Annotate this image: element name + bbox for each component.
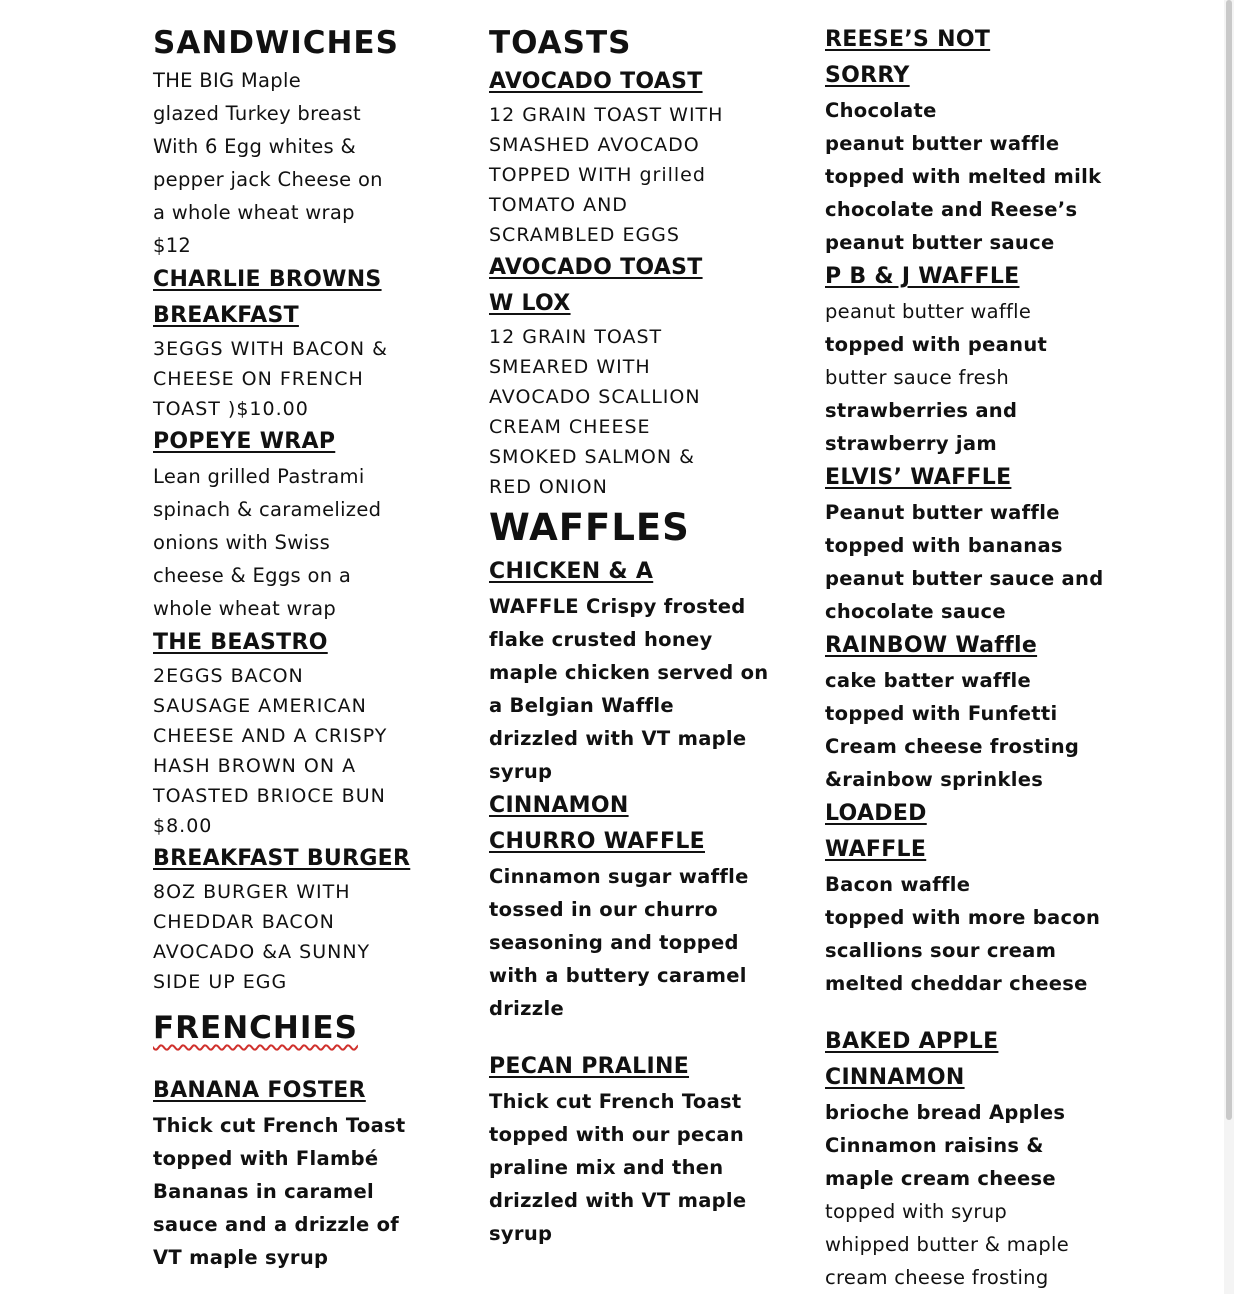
spacer	[489, 1025, 774, 1049]
line-text: WAFFLE	[825, 837, 927, 862]
line-text: REESE’S NOT	[825, 27, 991, 52]
line-text: TOASTS	[489, 25, 632, 61]
menu-text-line	[153, 661, 428, 691]
line-text: Chocolate	[825, 99, 937, 122]
line-text: WAFFLE Crispy frosted	[489, 595, 746, 618]
line-text: seasoning and topped	[489, 931, 739, 954]
menu-text-line	[825, 934, 1110, 967]
menu-text-line	[489, 1184, 774, 1217]
menu-text-line	[489, 893, 774, 926]
menu-text-line	[825, 868, 1110, 901]
line-text: W LOX	[489, 291, 571, 316]
line-text: butter sauce fresh	[825, 366, 1009, 389]
menu-text-line	[825, 193, 1110, 226]
menu-text-line	[825, 1261, 1110, 1294]
line-text: syrup	[489, 760, 553, 783]
menu-text-line	[153, 751, 428, 781]
menu-text-line	[489, 100, 774, 130]
menu-text-line	[153, 526, 428, 559]
menu-heading	[825, 460, 1110, 496]
scrollbar-thumb[interactable]	[1226, 0, 1232, 1120]
line-text: topped with peanut	[825, 333, 1048, 356]
line-text: SIDE UP EGG	[153, 971, 288, 993]
line-text: chocolate and Reese’s	[825, 198, 1078, 221]
line-text: scallions sour cream	[825, 939, 1057, 962]
line-text: peanut butter sauce	[825, 231, 1055, 254]
line-text: SAUSAGE AMERICAN	[153, 695, 367, 717]
line-text: RED ONION	[489, 476, 608, 498]
line-text: brioche bread Apples	[825, 1101, 1066, 1124]
menu-text-line	[489, 382, 774, 412]
menu-text-line	[825, 295, 1110, 328]
menu-text-line	[825, 730, 1110, 763]
menu-heading	[489, 250, 774, 286]
menu-text-line	[489, 860, 774, 893]
menu-text-line	[489, 412, 774, 442]
menu-heading	[489, 502, 774, 554]
line-text: flake crusted honey	[489, 628, 713, 651]
spacer	[825, 1000, 1110, 1024]
menu-heading	[153, 1073, 428, 1109]
menu-text-line	[489, 656, 774, 689]
menu-heading	[489, 286, 774, 322]
menu-heading	[489, 64, 774, 100]
menu-text-line	[825, 1228, 1110, 1261]
menu-text-line	[825, 94, 1110, 127]
line-text: Cream cheese frosting	[825, 735, 1080, 758]
menu-text-line	[825, 496, 1110, 529]
menu-text-line	[489, 755, 774, 788]
line-text: AVOCADO &A SUNNY	[153, 941, 371, 963]
menu-text-line	[489, 689, 774, 722]
line-text: a Belgian Waffle	[489, 694, 674, 717]
line-text: CHEESE ON FRENCH	[153, 368, 364, 390]
line-text: pepper jack Cheese on	[153, 168, 383, 191]
menu-heading	[153, 22, 428, 64]
menu-text-line	[825, 361, 1110, 394]
line-text: CHURRO WAFFLE	[489, 829, 705, 854]
line-text: CHARLIE BROWNS	[153, 267, 382, 292]
menu-text-line	[153, 781, 428, 811]
menu-text-line	[825, 967, 1110, 1000]
menu-text-line	[153, 691, 428, 721]
menu-text-line	[825, 1096, 1110, 1129]
menu-heading	[153, 841, 428, 877]
line-text: Bananas in caramel	[153, 1180, 374, 1203]
line-text: tossed in our churro	[489, 898, 718, 921]
line-text: cheese & Eggs on a	[153, 564, 352, 587]
line-text: topped with syrup	[825, 1200, 1008, 1223]
line-text: SMOKED SALMON &	[489, 446, 695, 468]
line-text: drizzle	[489, 997, 564, 1020]
menu-text-line	[489, 722, 774, 755]
line-text: TOAST )$10.00	[153, 398, 309, 420]
menu-text-line	[489, 442, 774, 472]
menu-text-line	[825, 328, 1110, 361]
line-text: maple cream cheese	[825, 1167, 1056, 1190]
line-text: topped with melted milk	[825, 165, 1102, 188]
menu-text-line	[153, 394, 428, 424]
menu-heading	[825, 58, 1110, 94]
menu-text-line	[489, 623, 774, 656]
menu-heading	[153, 298, 428, 334]
menu-text-line	[489, 1151, 774, 1184]
line-text: 8OZ BURGER WITH	[153, 881, 351, 903]
menu-text-line	[825, 697, 1110, 730]
menu-heading	[825, 1024, 1110, 1060]
line-text: With 6 Egg whites &	[153, 135, 356, 158]
menu-column-1	[153, 22, 428, 1274]
menu-text-line	[153, 64, 428, 97]
line-text: AVOCADO SCALLION	[489, 386, 701, 408]
line-text: CHICKEN & A	[489, 559, 654, 584]
menu-heading	[489, 1049, 774, 1085]
menu-text-line	[153, 592, 428, 625]
menu-heading	[825, 22, 1110, 58]
menu-text-line	[153, 334, 428, 364]
menu-text-line	[153, 229, 428, 262]
line-text: drizzled with VT maple	[489, 727, 747, 750]
menu-text-line	[153, 163, 428, 196]
line-text: P B & J WAFFLE	[825, 264, 1020, 289]
line-text: whipped butter & maple	[825, 1233, 1070, 1256]
menu-text-line	[489, 926, 774, 959]
menu-text-line	[153, 937, 428, 967]
line-text: RAINBOW Waffle	[825, 633, 1038, 658]
menu-text-line	[153, 130, 428, 163]
menu-heading	[489, 824, 774, 860]
menu-text-line	[825, 529, 1110, 562]
line-text: Bacon waffle	[825, 873, 971, 896]
menu-heading	[489, 22, 774, 64]
menu-text-line	[489, 352, 774, 382]
line-text: SORRY	[825, 63, 910, 88]
spacer	[153, 997, 428, 1007]
menu-heading	[825, 259, 1110, 295]
line-text: PECAN PRALINE	[489, 1054, 690, 1079]
line-text: 12 GRAIN TOAST	[489, 326, 663, 348]
menu-text-line	[489, 220, 774, 250]
line-text: AVOCADO TOAST	[489, 69, 703, 94]
menu-heading	[153, 625, 428, 661]
line-text: CINNAMON	[825, 1065, 965, 1090]
menu-text-line	[153, 967, 428, 997]
line-text: cream cheese frosting	[825, 1266, 1049, 1289]
menu-column-2	[489, 22, 774, 1250]
menu-text-line	[825, 1162, 1110, 1195]
line-text: WAFFLES	[489, 506, 690, 549]
menu-text-line	[489, 1217, 774, 1250]
menu-text-line	[825, 127, 1110, 160]
line-text: BREAKFAST	[153, 303, 299, 328]
menu-heading	[489, 788, 774, 824]
menu-text-line	[153, 907, 428, 937]
line-text: strawberries and	[825, 399, 1018, 422]
menu-text-line	[825, 160, 1110, 193]
line-text: $12	[153, 234, 192, 257]
line-text: peanut butter waffle	[825, 132, 1060, 155]
line-text: ELVIS’ WAFFLE	[825, 465, 1012, 490]
line-text: cake batter waffle	[825, 669, 1032, 692]
menu-heading	[153, 424, 428, 460]
line-text: Thick cut French Toast	[489, 1090, 742, 1113]
menu-text-line	[489, 1118, 774, 1151]
line-text: onions with Swiss	[153, 531, 331, 554]
line-text: SANDWICHES	[153, 25, 399, 61]
menu-heading	[153, 1007, 428, 1049]
line-text: strawberry jam	[825, 432, 997, 455]
menu-text-line	[825, 1129, 1110, 1162]
menu-text-line	[489, 590, 774, 623]
menu-text-line	[153, 1109, 428, 1142]
menu-text-line	[153, 721, 428, 751]
line-text: $8.00	[153, 815, 213, 837]
menu-text-line	[153, 1208, 428, 1241]
line-text: 3EGGS WITH BACON &	[153, 338, 388, 360]
menu-heading	[825, 628, 1110, 664]
line-text: maple chicken served on	[489, 661, 769, 684]
line-text: LOADED	[825, 801, 927, 826]
line-text: TOMATO AND	[489, 194, 628, 216]
line-text: THE BEASTRO	[153, 630, 328, 655]
line-text: CREAM CHEESE	[489, 416, 651, 438]
menu-text-line	[489, 992, 774, 1025]
menu-text-line	[825, 664, 1110, 697]
menu-text-line	[153, 460, 428, 493]
line-text: topped with more bacon	[825, 906, 1101, 929]
menu-text-line	[825, 901, 1110, 934]
line-text: AVOCADO TOAST	[489, 255, 703, 280]
line-text: BREAKFAST BURGER	[153, 846, 411, 871]
menu-text-line	[153, 811, 428, 841]
line-text: CHEDDAR BACON	[153, 911, 335, 933]
line-text: topped with Funfetti	[825, 702, 1058, 725]
line-text: VT maple syrup	[153, 1246, 329, 1269]
line-text: Peanut butter waffle	[825, 501, 1060, 524]
line-text: sauce and a drizzle of	[153, 1213, 400, 1236]
menu-text-line	[489, 472, 774, 502]
line-text: with a buttery caramel	[489, 964, 747, 987]
menu-heading	[825, 796, 1110, 832]
menu-heading	[489, 554, 774, 590]
line-text: topped with our pecan	[489, 1123, 745, 1146]
menu-text-line	[153, 196, 428, 229]
line-text: praline mix and then	[489, 1156, 724, 1179]
menu-text-line	[825, 226, 1110, 259]
line-text: BANANA FOSTER	[153, 1078, 366, 1103]
menu-text-line	[825, 427, 1110, 460]
menu-heading	[153, 262, 428, 298]
menu-column-3	[825, 22, 1110, 1294]
menu-text-line	[825, 562, 1110, 595]
line-text: spinach & caramelized	[153, 498, 382, 521]
menu-text-line	[489, 322, 774, 352]
line-text: CINNAMON	[489, 793, 629, 818]
menu-text-line	[489, 190, 774, 220]
line-text: Cinnamon raisins &	[825, 1134, 1044, 1157]
line-text: SCRAMBLED EGGS	[489, 224, 680, 246]
menu-text-line	[825, 595, 1110, 628]
menu-text-line	[489, 1085, 774, 1118]
menu-text-line	[489, 959, 774, 992]
menu-text-line	[153, 877, 428, 907]
line-text: SMASHED AVOCADO	[489, 134, 700, 156]
menu-text-line	[153, 97, 428, 130]
menu-text-line	[153, 1142, 428, 1175]
menu-text-line	[153, 559, 428, 592]
menu-text-line	[489, 160, 774, 190]
line-text: glazed Turkey breast	[153, 102, 361, 125]
line-text: POPEYE WRAP	[153, 429, 336, 454]
line-text: 12 GRAIN TOAST WITH	[489, 104, 724, 126]
line-text: Cinnamon sugar waffle	[489, 865, 749, 888]
menu-text-line	[153, 493, 428, 526]
menu-text-line	[825, 394, 1110, 427]
menu-heading	[825, 832, 1110, 868]
menu-text-line	[825, 763, 1110, 796]
line-text: Lean grilled Pastrami	[153, 465, 365, 488]
line-text: FRENCHIES	[153, 1010, 358, 1046]
menu-text-line	[153, 364, 428, 394]
line-text: TOPPED WITH grilled	[489, 164, 706, 186]
line-text: HASH BROWN ON A	[153, 755, 357, 777]
spacer	[153, 1049, 428, 1073]
line-text: topped with bananas	[825, 534, 1063, 557]
menu-heading	[825, 1060, 1110, 1096]
line-text: peanut butter sauce and	[825, 567, 1104, 590]
line-text: topped with Flambé	[153, 1147, 379, 1170]
line-text: 2EGGS BACON	[153, 665, 304, 687]
menu-text-line	[153, 1175, 428, 1208]
line-text: TOASTED BRIOCE BUN	[153, 785, 386, 807]
line-text: SMEARED WITH	[489, 356, 651, 378]
menu-text-line	[825, 1195, 1110, 1228]
menu-text-line	[489, 130, 774, 160]
line-text: chocolate sauce	[825, 600, 1006, 623]
line-text: melted cheddar cheese	[825, 972, 1088, 995]
line-text: syrup	[489, 1222, 553, 1245]
line-text: THE BIG Maple	[153, 69, 301, 92]
line-text: Thick cut French Toast	[153, 1114, 406, 1137]
line-text: drizzled with VT maple	[489, 1189, 747, 1212]
line-text: BAKED APPLE	[825, 1029, 999, 1054]
line-text: CHEESE AND A CRISPY	[153, 725, 388, 747]
line-text: a whole wheat wrap	[153, 201, 355, 224]
line-text: peanut butter waffle	[825, 300, 1032, 323]
line-text: &rainbow sprinkles	[825, 768, 1044, 791]
menu-text-line	[153, 1241, 428, 1274]
line-text: whole wheat wrap	[153, 597, 337, 620]
